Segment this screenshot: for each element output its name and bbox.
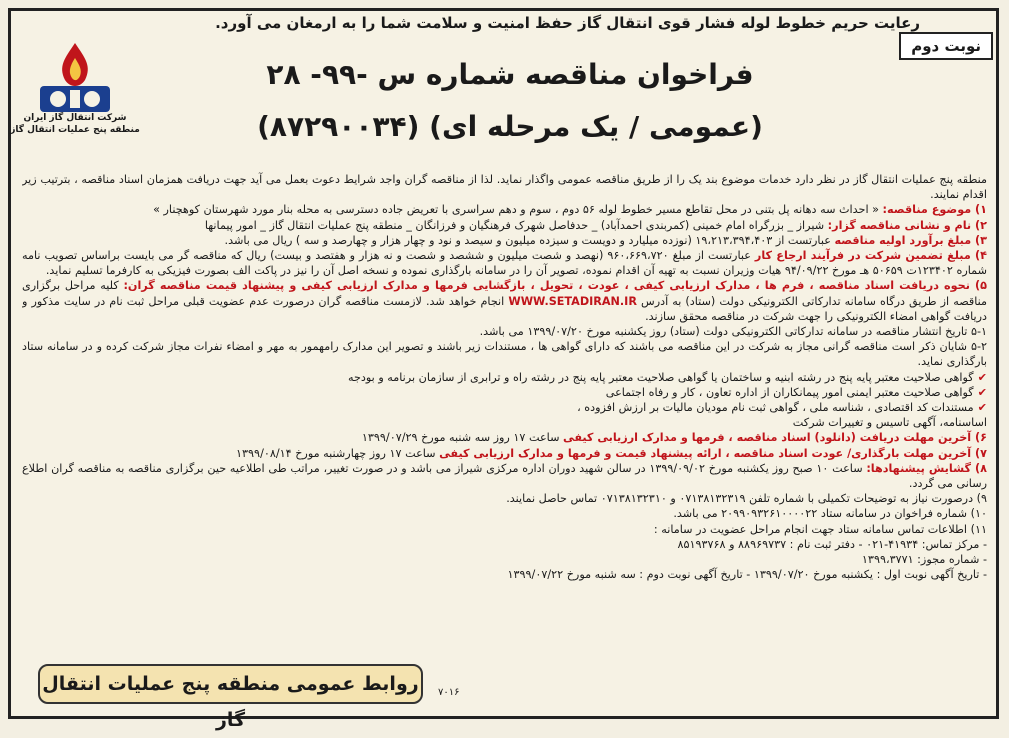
logo-line2: منطقه پنج عملیات انتقال گاز [10,125,140,135]
requirement-2 [22,385,987,400]
tender-subtitle: (عمومی / یک مرحله ای) (۸۷۲۹۰۰۳۴) [257,110,763,143]
logo-caption [10,112,140,136]
item-5-text2: انجام خواهد شد. لازمست مناقصه گران درصورت عدم عضویت قبلی مراحل ثبت نام در سایت مذکور و دریافت گواهی امضاء الکترونیکی را جهت شرکت در مناقصه محقق سازند. [22,294,987,323]
item-1-text: « احداث سه دهانه پل بتنی در محل تقاطع مسیر خطوط لوله ۵۶ دوم ، سوم و دهم سراسری با تعریض جاده دسترسی به محله بنار مورد شهرستان کوهچنار » [153,203,879,217]
item-4-text: عبارتست از مبلغ ۹۶۰،۶۶۹،۷۲۰ (نهصد و شصت میلیون و ششصد و شصت و نه هزار و هفتصد و بیست) ریال که مناقصه گر می بایست براساس تصویب نامه شماره ۱۲۳۴۰۲ت ۵۰۶۵۹ هـ مورخ ۹۴/۰۹/۲۲ هیات وزیران نسبت به تهیه آن اقدام نموده، تصویر آن را در سامانه بارگذاری نموده و نسخه اصل آن را نیز در پاکت الف بصورت فیزیکی به کارفرما تسلیم نماید. [22,249,987,278]
item-4 [22,248,987,278]
tender-title: فراخوان مناقصه شماره س -۹۹- ۲۸ [266,58,754,91]
requirement-1-text: گواهی صلاحیت معتبر پایه پنج در رشته ابنیه و ساختمان یا گواهی صلاحیت معتبر پایه پنج در رشته راه و ترابری از سازمان برنامه و بودجه [347,370,974,384]
notice-body [22,172,987,664]
item-3-label: ۳) مبلغ برآورد اولیه مناقصه [834,233,987,247]
item-8-text: ساعت ۱۰ صبح روز یکشنبه مورخ ۱۳۹۹/۰۹/۰۲ در سالن شهید دوران اداره مرکزی شیراز می باشد و در صورت تغییر، مراتب طی اطلاعیه حین برگزاری مناقصه به مناقصه گران اطلاع رسانی می گردد. [22,461,987,491]
setadiran-link[interactable]: WWW.SETADIRAN.IR [508,294,637,308]
item-8 [22,461,987,491]
item-11: ۱۱) اطلاعات تماس سامانه ستاد جهت انجام مراحل عضویت در سامانه : [653,522,987,536]
item-10: ۱۰) شماره فراخوان در سامانه ستاد ۲۰۹۹۰۹۳۲۶۱۰۰۰۰۲۲ می باشد. [673,507,987,521]
item-6-text: ساعت ۱۷ روز سه شنبه مورخ ۱۳۹۹/۰۷/۲۹ [361,431,560,445]
item-1-label: ۱) موضوع مناقصه: [882,203,987,217]
item-11-contact: - مرکز تماس: ۴۱۹۳۴-۰۲۱ - دفتر ثبت نام : ۸۸۹۶۹۷۳۷ و ۸۵۱۹۳۷۶۸ [677,537,987,551]
item-5-text: کلیه مراحل برگزاری مناقصه از طریق درگاه سامانه تدارکاتی الکترونیکی دولت (ستاد) به آدرس [22,279,987,308]
item-8-label: ۸) گشایش پیشنهادها: [866,461,987,475]
item-6-label: ۶) آخرین مهلت دریافت (دانلود) اسناد مناقصه ، فرمها و مدارک ارزیابی کیفی [563,431,987,445]
item-11-dates: - تاریخ آگهی نوبت اول : یکشنبه مورخ ۱۳۹۹/۰۷/۲۰ - تاریخ آگهی نوبت دوم : سه شنبه مورخ ۱۳۹۹/۰۷/۲۲ [507,568,987,582]
item-7-text: ساعت ۱۷ روز چهارشنبه مورخ ۱۳۹۹/۰۸/۱۴ [236,446,436,460]
safety-banner: رعایت حریم خطوط لوله فشار قوی انتقال گاز حفظ امنیت و سلامت شما را به ارمغان می آورد. [215,14,920,32]
item-5-2: ۵-۲ شایان ذکر است مناقصه گرانی مجاز به شرکت در این مناقصه می باشند که دارای گواهی ها ، مستندات زیر باشند و تصویر این مدارک رامهمور به مهر و امضاء نفرات مجاز شرکت کرده و در سامانه ستاد بارگذاری نماید. [22,340,987,369]
item-11-license: - شماره مجوز: ۱۳۹۹،۳۷۷۱ [861,553,987,567]
requirement-3-text: مستندات کد اقتصادی ، شناسه ملی ، گواهی ثبت نام مودیان مالیات بر ارزش افزوده ، [577,401,974,415]
item-5-1: ۵-۱ تاریخ انتشار مناقصه در سامانه تدارکاتی الکترونیکی دولت (ستاد) روز یکشنبه مورخ ۱۳۹۹/۰۷/۲۰ می باشد. [479,325,987,339]
requirement-3 [22,400,987,415]
intro-paragraph: منطقه پنج عملیات انتقال گاز در نظر دارد خدمات موضوع بند یک را از طریق مناقصه عمومی واگذار نماید. لذا از مناقصه گران واجد شرایط دعوت بعمل می آید جهت دریافت همزمان اسناد مناقصه ، بترتیب زیر اقدام نمایند. [22,173,987,202]
item-5 [22,278,987,324]
requirement-2-text: گواهی صلاحیت معتبر ایمنی امور پیمانکاران از اداره تعاون ، کار و رفاه اجتماعی [605,385,974,399]
item-3-text: عبارتست از ۱۹،۲۱۳،۳۹۴،۴۰۳ (نوزده میلیارد و دویست و سیزده میلیون و سیصد و نود و چهار هزار و چهارصد و سه ) ریال می باشد. [224,233,831,247]
ad-code: ۷۰۱۶ [438,687,460,698]
item-4-label: ۴) مبلغ تضمین شرکت در فرآیند ارجاع کار [754,249,987,263]
item-2-text: شیراز _ بزرگراه امام خمینی (کمربندی احمدآباد) _ حدفاصل شهرک فرهنگیان و فرزانگان _ منطقه پنج عملیات انتقال گاز _ امور پیمانها [204,218,825,232]
item-3 [22,233,987,248]
item-7 [22,446,987,461]
item-1 [22,202,987,217]
item-9: ۹) درصورت نیاز به توضیحات تکمیلی با شماره تلفن ۰۷۱۳۸۱۳۲۳۱۹ و ۰۷۱۳۸۱۳۲۳۱۰ تماس حاصل نمایند. [506,492,987,506]
item-6 [22,430,987,445]
item-7-label: ۷) آخرین مهلت بارگذاری/ عودت اسناد مناقصه ، ارائه پیشنهاد قیمت و فرمها و مدارک ارزیابی کیفی [439,446,987,460]
logo-line1: شرکت انتقال گاز ایران [23,113,127,123]
requirement-1 [22,370,987,385]
public-relations-signature: روابط عمومی منطقه پنج عملیات انتقال گاز [38,664,423,704]
requirement-3b: اساسنامه، آگهی تاسیس و تغییرات شرکت [792,416,987,430]
item-2-label: ۲) نام و نشانی مناقصه گزار: [827,218,987,232]
round-badge: نوبت دوم [899,32,993,60]
item-2 [22,218,987,233]
item-5-label: ۵) نحوه دریافت اسناد مناقصه ، فرم ها ، مدارک ارزیابی کیفی ، عودت ، تحویل ، بازگشایی فرمها و مدارک ارزیابی کیفی و پیشنهاد قیمت مناقصه گران: [123,279,987,293]
